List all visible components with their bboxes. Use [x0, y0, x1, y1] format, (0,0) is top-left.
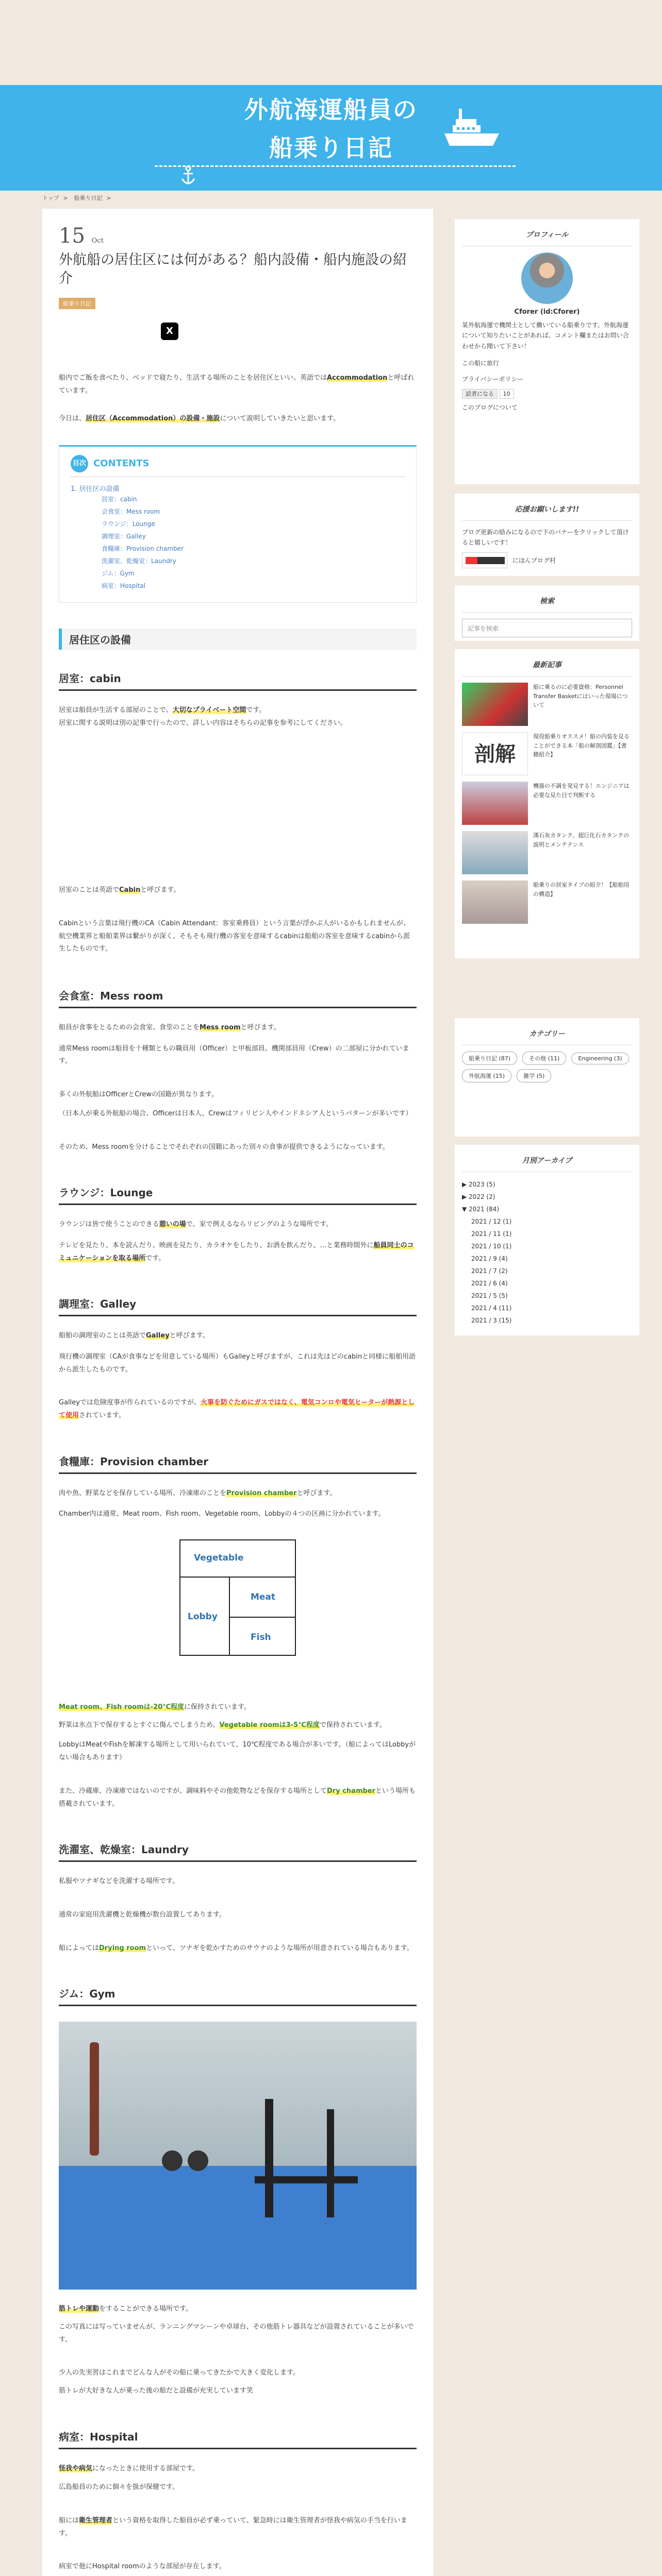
privacy-policy-link[interactable]: プライバシーポリシー: [462, 375, 524, 383]
recent-post[interactable]: 船に乗るのに必要資格：Personnel Transfer Basketにはいった現場について: [462, 683, 632, 726]
toc-item[interactable]: ラウンジ：Lounge: [102, 520, 155, 528]
gym-paragraph-2: 少人の先実習はこれまでどんな人がその船に乗ってきたかで大きく変化します。: [59, 2369, 300, 2377]
mess-paragraph-4: そのため、Mess roomを分けることでそれぞれの国籍にあった別々の食事が提供できるようになっています。: [59, 1143, 389, 1151]
archive-month[interactable]: 2021 / 10 (1): [471, 1243, 512, 1250]
header-dashed-line: [155, 165, 516, 167]
mess-paragraph: 通常Mess roomは船員を十種類ともの職員用（Officer）と甲板部員、機関部員用（Crew）の二部屋に分かれています。: [59, 1044, 409, 1065]
toc-item[interactable]: 食糧庫：Provision chamber: [102, 545, 184, 552]
toc-item[interactable]: 会食室：Mess room: [102, 507, 160, 515]
categories-widget: [455, 1018, 639, 1137]
archive-month[interactable]: 2021 / 4 (11): [471, 1304, 512, 1312]
embedded-link-card-space: [59, 730, 417, 884]
article-title: 外航船の居住区には何がある？船内設備・船内施設の紹介: [59, 252, 407, 287]
gym-paragraph-3: 筋トレが大好きな人が乗った後の船だと設備が充実しています笑: [59, 2387, 254, 2395]
recent-post[interactable]: 船乗りの居室タイプの紹介！【船舶用の構造】: [462, 880, 632, 924]
article-date: [59, 224, 104, 248]
category-badge[interactable]: 船乗り日記: [59, 298, 95, 309]
archive-month[interactable]: 2021 / 11 (1): [471, 1230, 512, 1238]
diagram-lobby-label: Lobby: [188, 1612, 218, 1622]
search-widget: [455, 585, 639, 641]
article-main: 15 Oct 外航船の居住区には何がある？船内設備・船内施設の紹介 船乗り日記 X 船内でご飯を食べたり、ベッドで寝たり、生活する場所のことを居住区といい、英語ではAccommodationと呼ばれています。 今日は、居住区（Accommodation）の設備・施設について説明していきたいと思います。 目次 CONTENTS 1. 居住区の設備 居室：cabin 会食室：Mess room ラウンジ：Lounge 調理室：Galley 食糧庫：Provision chamber 洗濯室、乾燥室：Laundry ジム：Gym 病室：Hospital 居住区の設備 居室：cabin 居室は船員が生活する部屋のことで、大切なプライベート空間です。 居室に関する説明は別の記事で行ったので、詳しい内容はそちらの記事を参考にしてください。 居室のことは英語でCabinと呼びます。 Cabinという言葉は飛行機のCA（Cabin Attendant：客室乗務員）という言葉が浮かぶ人がいるかもしれませんが、航空機業界と船舶業界は繋がりが深く、そもそも飛行機の客室を意味するcabinは船舶の客室を意味するcabinから派生したものです。 会食室：Mess room 船員が食事をとるための会食室、食堂のことをMess roomと呼びます。 通常Mess roomは船員を十種類ともの職員用（Officer）と甲板部員、機関部員用（Crew）の二部屋に分かれています。 多くの外航船はOfficerとCrewの国籍が異なります。 （日本人が乗る外航船の場合、Officerは日本人、Crewはフィリピン人やインドネシア人というパターンが多いです） そのため、Mess roomを分けることでそれぞれの国籍にあった別々の食事が提供できるようになっています。 ラウンジ：Lounge ラウンジは皆で使うことのできる憩いの場で、家で例えるならリビングのような場所です。 テレビを見たり、本を読んだり、映画を見たり、カラオケをしたり、お酒を飲んだり、…と業務時間外に船員同士のコミュニケーションを取る場所です。 調理室：Galley 船舶の調理室のことは英語でGalleyと呼びます。 飛行機の調理室（CAが食事などを用意している場所）もGalleyと呼びますが、これは先ほどのcabinと同様に船舶用語から派生したものです。 Galleyでは危険度事が作られているのですが、火事を防ぐためにガスではなく、電気コンロや電気ヒーターが熱源として使用されています。 食糧庫：Provision chamber 肉や魚、野菜などを保存している場所、冷凍庫のことをProvision chamberと呼びます。 Chamber内は通常、Meat room、Fish room、Vegetable room、Lobbyの４つの区画に分かれています。 Vegetable Meat Fish Lobby Meat room、Fish roomは-20℃程度に保持されています。 野菜は氷点下で保存するとすぐに傷んでしまうため、Vegetable roomは3-5℃程度で保持されています。 LobbyはMeatやFishを解凍する場所として用いられていて、10℃程度である場合が多いです。（船によってはLobbyがない場合もあります） また、冷蔵庫、冷凍庫ではないのですが、調味料やその他乾物などを保存する場所としてDry chamberという場所も搭載されています。 洗濯室、乾燥室：Laundry 私服やツナギなどを洗濯する場所です。 通常の家庭用洗濯機と乾燥機が数台設置してあります。 船によってはDrying roomといって、ツナギを乾かすためのサウナのような場所が用意されている場合もあります。 ジム：Gym 筋トレや運動をすることができる場所です。 この写真には写っていませんが、ランニングマシーンや卓球台、その他筋トレ器具などが設置されていることが多いです。 少人の先実習はこれまでどんな人がその船に乗ってきたかで大きく変化します。 筋トレが大好きな人が乗った後の船だと設備が充実しています笑 病室：Hospital 怪我や病気になったときに使用する部屋です。 広島船員のために個々を扱が保健です。 船には衛生管理者という資格を取得した船員が必ず乗っていて、緊急時には衛生管理者が怪我や病気の手当を行います。 病室で他にHospital roomのような部屋が存在します。: [42, 209, 433, 2576]
intro-paragraph-2: 今日は、居住区（Accommodation）の設備・施設について説明していきたいと思います。: [59, 415, 340, 423]
heading-lounge: ラウンジ：Lounge: [59, 1184, 417, 1205]
archive-month[interactable]: 2021 / 7 (2): [471, 1267, 508, 1275]
search-input[interactable]: 記事を検索: [462, 619, 632, 637]
support-widget: [455, 494, 639, 576]
heading-gym: ジム：Gym: [59, 1986, 417, 2006]
toc-item[interactable]: 洗濯室、乾燥室：Laundry: [102, 557, 176, 565]
avatar[interactable]: [521, 252, 573, 304]
archive-widget: [455, 1145, 639, 1335]
toc-item[interactable]: 調理室：Galley: [102, 532, 146, 540]
toc-list: [71, 493, 405, 592]
table-of-contents: [59, 445, 417, 603]
category-tag[interactable]: 雑学 (5): [517, 1069, 551, 1082]
x-share-icon[interactable]: X: [161, 323, 178, 340]
date-month: Oct: [91, 237, 104, 245]
toc-item[interactable]: 病室：Hospital: [102, 582, 145, 589]
laundry-paragraph-2: 通常の家庭用洗濯機と乾燥機が数台設置してあります。: [59, 1910, 226, 1919]
recent-post[interactable]: 剖解 現役船乗りオススメ！船の内装を見ることができる本「船の解剖図鑑」【書籍紹介】: [462, 732, 632, 775]
hospital-paragraph: 広島船員のために個々を扱が保健です。: [59, 2483, 179, 2492]
breadcrumb-home[interactable]: トップ: [42, 195, 59, 201]
ship-icon: [443, 106, 500, 152]
categories-heading: カテゴリー: [462, 1025, 632, 1045]
galley-paragraph: 飛行機の調理室（CAが食事などを用意している場所）もGalleyと呼びますが、これは先ほどのcabinと同様に船舶用語から派生したものです。: [59, 1352, 416, 1374]
date-day: 15: [59, 224, 85, 248]
gym-paragraph: この写真には写っていませんが、ランニングマシーンや卓球台、その他筋トレ器具などが設置されていることが多いです。: [59, 2323, 414, 2344]
recent-post[interactable]: 漢石灰カタンク、超巨化石カタンクの説明とメンテナンス: [462, 831, 632, 874]
heading-provision: 食糧庫：Provision chamber: [59, 1453, 417, 1474]
archive-month[interactable]: 2021 / 3 (15): [471, 1317, 512, 1324]
blogmura-banner[interactable]: [462, 552, 507, 568]
cabin-paragraph: 居室に関する説明は別の記事で行ったので、詳しい内容はそちらの記事を参考にしてください。: [59, 719, 347, 727]
hospital-paragraph-2: 病室で他にHospital roomのような部屋が存在します。: [59, 2563, 226, 2571]
archive-year[interactable]: ▼ 2021 (84): [462, 1206, 500, 1213]
about-blog-link[interactable]: このブログについて: [462, 403, 518, 411]
top-strip: [0, 0, 662, 85]
punching-bag: [90, 2042, 99, 2156]
toc-heading: CONTENTS: [93, 458, 150, 469]
toc-item-parent[interactable]: 1. 居住区の設備: [71, 485, 120, 493]
reader-count: 10: [500, 389, 514, 399]
anchor-icon: [180, 165, 196, 186]
support-heading: 応援お願いします!!: [462, 501, 632, 521]
category-tag[interactable]: その他 (11): [522, 1052, 566, 1065]
profile-heading: プロフィール: [462, 226, 632, 246]
banner-label[interactable]: にほんブログ村: [512, 556, 556, 564]
recent-posts-widget: [455, 649, 639, 958]
diagram-fish-label: Fish: [251, 1632, 271, 1643]
section-heading-facilities: 居住区の設備: [59, 629, 417, 650]
recent-heading: 最新記事: [462, 656, 632, 676]
profile-name[interactable]: Cforer (id:Cforer): [514, 308, 580, 316]
archive-month[interactable]: 2021 / 9 (4): [471, 1255, 508, 1262]
gym-photo: [59, 2022, 417, 2290]
toc-item[interactable]: ジム：Gym: [102, 569, 135, 577]
breadcrumb-category[interactable]: 船乗り日記: [74, 195, 103, 201]
archive-month[interactable]: 2021 / 5 (5): [471, 1292, 508, 1299]
provision-diagram: [59, 1534, 417, 1668]
profile-text: 某外航海運で機関士として働いている船乗りです。外航海運について知りたいことがあれば、コメント欄またはお問い合わせから聞いて下さい！: [462, 321, 629, 350]
archive-month[interactable]: 2021 / 6 (4): [471, 1280, 508, 1287]
provision-paragraph: Chamber内は通常、Meat room、Fish room、Vegetable room、Lobbyの４つの区画に分かれています。: [59, 1510, 385, 1518]
heading-galley: 調理室：Galley: [59, 1296, 417, 1316]
site-title-line1[interactable]: 外航海運船員の: [244, 96, 418, 124]
heading-hospital: 病室：Hospital: [59, 2429, 417, 2449]
heading-cabin: 居室：cabin: [59, 670, 417, 691]
diagram-meat-label: Meat: [251, 1592, 276, 1603]
mess-paragraph-3: （日本人が乗る外航船の場合、Officerは日本人、Crewはフィリピン人やインドネシア人というパターンが多いです）: [59, 1109, 412, 1117]
diagram-vegetable-label: Vegetable: [194, 1553, 244, 1564]
mess-paragraph-2: 多くの外航船はOfficerとCrewの国籍が異なります。: [59, 1091, 219, 1099]
support-text: ブログ更新の励みになるので下のバナーをクリックして頂けると嬉しいです！: [462, 529, 629, 547]
search-heading: 検索: [462, 592, 632, 613]
category-tag[interactable]: 外航海運 (15): [462, 1069, 511, 1082]
profile-link[interactable]: この船に旅行: [462, 360, 500, 367]
toc-icon: 目次: [71, 455, 88, 472]
heading-laundry: 洗濯室、乾燥室：Laundry: [59, 1841, 417, 1862]
toc-item[interactable]: 居室：cabin: [102, 495, 137, 503]
category-tag[interactable]: Engineering (3): [571, 1053, 628, 1064]
archive-month[interactable]: 2021 / 12 (1): [471, 1218, 512, 1225]
archive-year[interactable]: ▶ 2022 (2): [462, 1193, 495, 1200]
archive-heading: 月別アーカイブ: [462, 1152, 632, 1172]
intro-paragraph: 船内でご飯を食べたり、ベッドで寝たり、生活する場所のことを居住区といい、英語ではAccommodationと呼ばれています。: [59, 374, 415, 395]
heading-mess: 会食室：Mess room: [59, 988, 417, 1008]
archive-year[interactable]: ▶ 2023 (5): [462, 1181, 495, 1188]
breadcrumb: トップ > 船乗り日記 >: [42, 195, 111, 201]
subscribe-button[interactable]: 読者になる: [462, 389, 498, 399]
provision-paragraph-2: LobbyはMeatやFishを解凍する場所として用いられていて、10℃程度である場合が多いです。（船によってはLobbyがない場合もあります）: [59, 1741, 416, 1762]
site-header[interactable]: [0, 85, 662, 191]
category-tag[interactable]: 船乗り日記 (87): [462, 1052, 517, 1065]
site-title-line2[interactable]: 船乗り日記: [269, 134, 393, 162]
cabin-paragraph-2: Cabinという言葉は飛行機のCA（Cabin Attendant：客室乗務員）という言葉が浮かぶ人がいるかもしれませんが、航空機業界と船舶業界は繋がりが深く、そもそも飛行機の客室を意味するcabinは船舶の客室を意味するcabinから派生したものです。: [59, 920, 410, 953]
laundry-paragraph: 私服やツナギなどを洗濯する場所です。: [59, 1877, 179, 1886]
profile-widget: [455, 219, 639, 484]
recent-post[interactable]: 機器の不調を発見する！エンジニアは必要な見た目で判断する: [462, 782, 632, 825]
